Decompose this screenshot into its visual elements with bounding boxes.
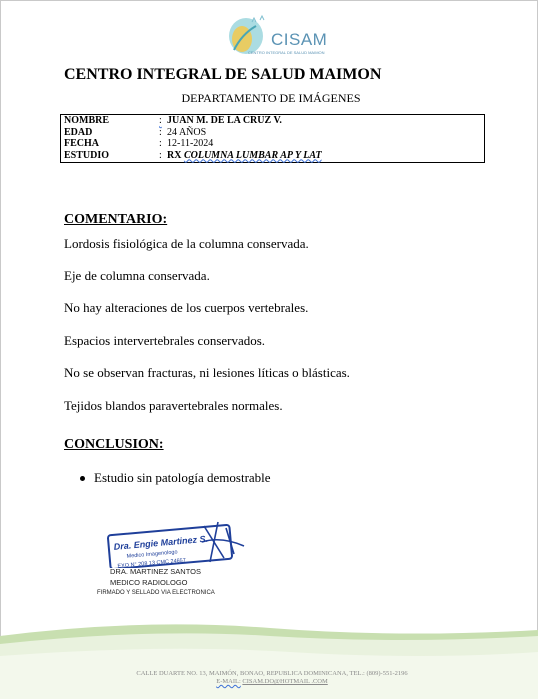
stamp-exequatur: EXQ N° 208 13 CMC 24657	[117, 557, 187, 568]
footer-email-line	[0, 678, 538, 685]
info-label: EDAD	[64, 126, 93, 138]
patient-name: JUAN M. DE LA CRUZ V.	[167, 115, 282, 126]
info-colon: :	[159, 115, 162, 126]
study-type	[167, 150, 322, 162]
footer-email-label: E-MAIL:	[216, 678, 241, 685]
signature-note: FIRMADO Y SELLADO VIA ELECTRONICA	[97, 590, 215, 596]
patient-info-table	[60, 114, 485, 163]
footer-wave	[0, 622, 538, 699]
conclusion-heading: CONCLUSION:	[64, 437, 164, 452]
info-colon: :	[159, 149, 162, 161]
doctor-role: MEDICO RADIOLOGO	[110, 578, 188, 587]
comment-heading: COMENTARIO:	[64, 212, 168, 227]
stamp-graphic	[106, 518, 246, 568]
info-row-fecha	[61, 138, 484, 150]
info-row-estudio	[61, 150, 484, 162]
bullet-icon	[80, 476, 85, 481]
study-description: COLUMNA LUMBAR AP Y LAT	[183, 149, 322, 161]
info-label: ESTUDIO	[64, 149, 110, 161]
comment-line: Tejidos blandos paravertebrales normales.	[64, 398, 283, 413]
comment-line: Espacios intervertebrales conservados.	[64, 333, 266, 348]
comment-line: No se observan fracturas, ni lesiones líticas o blásticas.	[64, 365, 350, 380]
conclusion-item	[80, 470, 271, 486]
conclusion-text: Estudio sin patología demostrable	[94, 470, 271, 485]
comment-line: Eje de columna conservada.	[64, 268, 210, 283]
doctor-stamp	[106, 518, 246, 568]
footer-email: CISAM.DO@HOTMAIL .COM	[242, 678, 328, 685]
info-row-edad	[61, 127, 484, 139]
cisam-logo	[212, 14, 342, 62]
patient-age: 24 AÑOS	[167, 126, 207, 138]
stamp-role: Medico Imagenologo	[126, 549, 178, 560]
comment-line: No hay alteraciones de los cuerpos vertebrales.	[64, 300, 309, 315]
info-colon: :	[159, 138, 162, 149]
info-row-nombre	[61, 115, 484, 127]
info-label: FECHA	[64, 138, 99, 149]
logo-text: CISAM	[271, 30, 328, 49]
comment-line: Lordosis fisiológica de la columna conservada.	[64, 236, 309, 251]
doctor-name: DRA. MARTINEZ SANTOS	[110, 567, 201, 576]
logo-tagline: CENTRO INTEGRAL DE SALUD MAIMON	[248, 50, 325, 55]
study-modality: RX	[167, 149, 182, 161]
study-date: 12-11-2024	[167, 138, 214, 149]
stamp-name: Dra. Engie Martinez S.	[113, 533, 209, 552]
department-title: DEPARTAMENTO DE IMÁGENES	[181, 91, 361, 105]
org-title: CENTRO INTEGRAL DE SALUD MAIMON	[64, 66, 382, 83]
info-colon: :	[159, 126, 162, 138]
info-label: NOMBRE	[64, 115, 109, 126]
footer-address: CALLE DUARTE NO. 13, MAIMÓN, BONAO, REPUBLICA DOMINICANA, TEL.: (809)-551-2196	[136, 670, 408, 677]
